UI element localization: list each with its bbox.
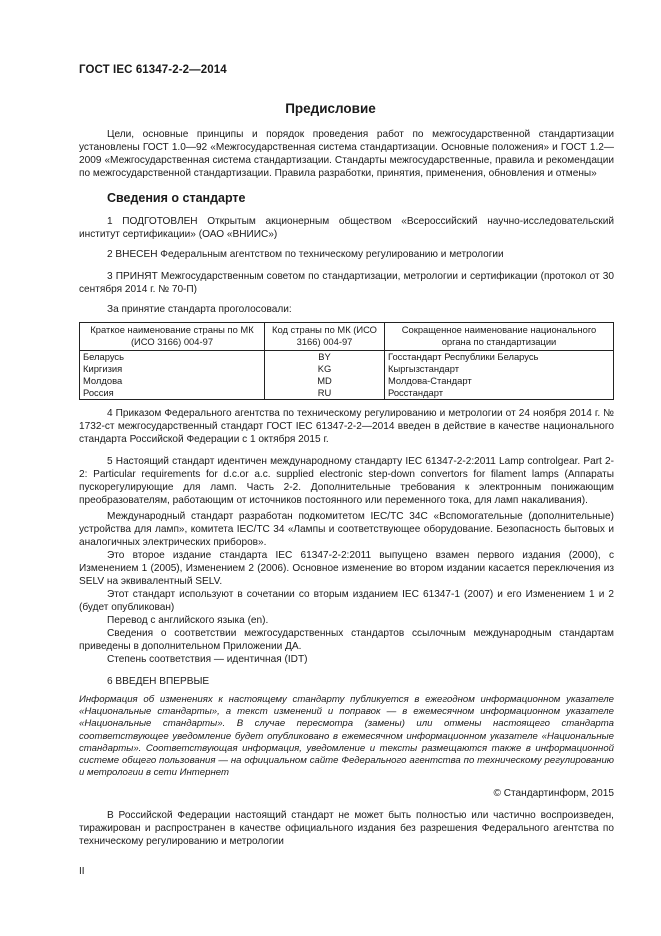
table-cell-code: RU (265, 387, 385, 400)
table-cell-code: BY (265, 351, 385, 364)
table-cell-org: Молдова-Стандарт (385, 375, 614, 387)
item-3-paragraph: 3 ПРИНЯТ Межгосударственным советом по стандартизации, метрологии и сертификации (протокол от 30 сентября 2014 г. № 70-П) (79, 271, 614, 295)
item-6-paragraph: 6 ВВЕДЕН ВПЕРВЫЕ (107, 676, 210, 687)
table-cell-country: Беларусь (80, 351, 265, 364)
intro-paragraph: Цели, основные принципы и порядок проведения работ по межгосударственной стандартизации установлены ГОСТ 1.0—92 «Межгосударственная система стандартизации. Основные положения» и ГОСТ 1.2—2009 «Межгосударственная система стандартизации. Стандарты межгосударственные, правила и рекомендации по межгосударственной стандартизации. Правила разработки, принятия, применения, обновления и отмены» (79, 129, 614, 179)
item-5-paragraph-b: Это второе издание стандарта IEC 61347-2-2:2011 выпущено взамен первого издания (2000), с Изменением 1 (2005), Изменением 2 (2006). Основное изменение во втором издании касается переключения из SELV на эквивалентный SELV. (79, 550, 614, 587)
table-cell-code: KG (265, 363, 385, 375)
item-4-paragraph: 4 Приказом Федерального агентства по техническому регулированию и метрологии от 24 ноября 2014 г. № 1732-ст межгосударственный стандарт ГОСТ IEC 61347-2-2—2014 введен в действие в качестве национального стандарта Российской Федерации с 1 октября 2015 г. (79, 408, 614, 445)
table-row (80, 363, 614, 375)
table-cell-code: MD (265, 375, 385, 387)
item-5-paragraph-f: Степень соответствия — идентичная (IDT) (107, 654, 308, 665)
table-row (80, 375, 614, 387)
table-row (80, 351, 614, 364)
table-cell-country: Молдова (80, 375, 265, 387)
table-header-org: Сокращенное наименование национального органа по стандартизации (385, 323, 614, 351)
voting-table (79, 322, 614, 400)
copyright-line: © Стандартинформ, 2015 (493, 788, 614, 800)
document-header: ГОСТ IEC 61347-2-2—2014 (79, 64, 227, 76)
table-cell-org: Госстандарт Республики Беларусь (385, 351, 614, 364)
item-1-paragraph: 1 ПОДГОТОВЛЕН Открытым акционерным обществом «Всероссийский научно-исследовательский институт сертификации» (ОАО «ВНИИС») (79, 216, 614, 240)
table-header-row (80, 323, 614, 351)
item-5-paragraph-d: Перевод с английского языка (en). (107, 615, 269, 626)
table-cell-country: Россия (80, 387, 265, 400)
item-5-paragraph-e: Сведения о соответствии межгосударственных стандартов ссылочным международным стандартам приведены в дополнительном Приложении ДА. (79, 628, 614, 652)
table-cell-org: Росстандарт (385, 387, 614, 400)
table-cell-country: Киргизия (80, 363, 265, 375)
page-number: II (79, 866, 85, 877)
page-title: Предисловие (285, 101, 376, 116)
table-header-country: Краткое наименование страны по МК (ИСО 3166) 004-97 (80, 323, 265, 351)
item-2-paragraph: 2 ВНЕСЕН Федеральным агентством по техническому регулированию и метрологии (107, 249, 504, 260)
item-5-paragraph-c: Этот стандарт используют в сочетании со вторым изданием IEC 61347-1 (2007) и его Изменением 1 и 2 (будет опубликован) (79, 589, 614, 613)
changes-note: Информация об изменениях к настоящему стандарту публикуется в ежегодном информационном указателе «Национальные стандарты», а текст изменений и поправок — в ежемесячном информационном указателе «Национальные стандарты». В случае пересмотра (замены) или отмены настоящего стандарта соответствующее уведомление будет опубликовано в ежемесячном информационном указателе «Национальные стандарты». Соответствующая информация, уведомление и тексты размещаются также в информационной системе общего пользования — на официальном сайте Федерального агентства по техническому регулированию и метрологии в сети Интернет (79, 694, 614, 779)
final-paragraph: В Российской Федерации настоящий стандарт не может быть полностью или частично воспроизведен, тиражирован и распространен в качестве официального издания без разрешения Федерального агентства по техническому регулированию и метрологии (79, 810, 614, 848)
item-5-paragraph: 5 Настоящий стандарт идентичен международному стандарту IEC 61347-2-2:2011 Lamp controlgear. Part 2-2: Particular requirements for d.c.or a.c. supplied electronic step-down convertors for filament lamps (Аппараты пускорегулирующие для ламп. Часть 2-2. Дополнительные требования к электронным понижающим преобразователям, работающим от источников постоянного или переменного тока, для ламп накаливания). (79, 456, 614, 506)
table-row (80, 387, 614, 400)
item-5-paragraph-a: Международный стандарт разработан подкомитетом IEC/TC 34C «Вспомогательные (дополнительные) устройства для ламп», комитета IEC/TC 34 «Лампы и соответствующее оборудование. Безопасность бытовых и аналогичных электрических приборов». (79, 511, 614, 548)
table-header-code: Код страны по МК (ИСО 3166) 004-97 (265, 323, 385, 351)
vote-paragraph: За принятие стандарта проголосовали: (107, 304, 292, 315)
document-body (79, 128, 614, 848)
section-subtitle: Сведения о стандарте (107, 191, 246, 205)
table-cell-org: Кыргызстандарт (385, 363, 614, 375)
